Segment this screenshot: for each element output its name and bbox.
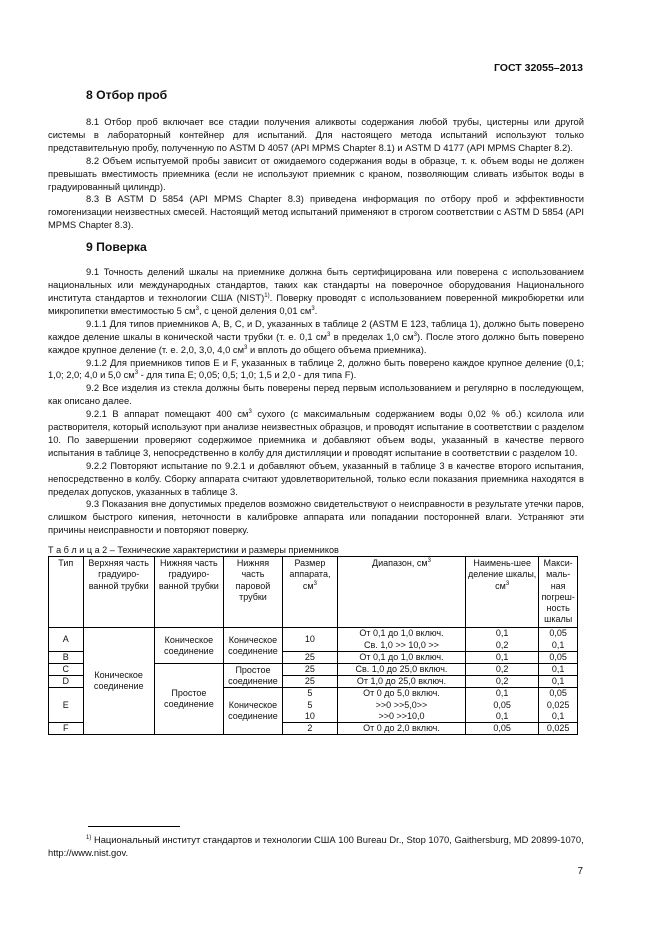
footnote-text: Национальный институт стандартов и технологии США 100 Bureau Dr., Stop 1070, Gaithersburg, MD 20899-1070, http://www.nist.gov. bbox=[48, 834, 584, 858]
cell-vapor-conical: Коническое соединение bbox=[223, 628, 282, 664]
paragraph-9-3: 9.3 Показания вне допустимых пределов возможно свидетельствуют о неисправности в результате утечки паров, слишком быстрого кипения, неточности в калибровке аппарата или попадании посторонней влаги. Устраняют эти причины неисправности и повторяют поверку. bbox=[48, 498, 584, 536]
header-vapor-tube: Нижняя часть паровой трубки bbox=[223, 557, 282, 628]
main-content bbox=[48, 86, 584, 735]
cell-range: От 1,0 до 25,0 включ. bbox=[337, 676, 465, 688]
cell-error: 0,05 bbox=[539, 651, 578, 663]
cell-size: 25 bbox=[282, 664, 337, 676]
footnote bbox=[48, 833, 584, 859]
paragraph-9-1-1: 9.1.1 Для типов приемников A, B, C, и D, указанных в таблице 2 (ASTM E 123, таблица 1), должно быть поверено каждое деление шкалы в конической части трубки (т. е. 0,1 $см^3$ в пределах 1,0 $см^3$). После этого должно быть поверено каждое крупное деление (т. е. 2,0, 3,0, 4,0 $см^3$ и вплоть до общего объема приемника). bbox=[48, 317, 584, 355]
cell-upper-conical: Коническое соединение bbox=[83, 628, 154, 735]
footnote-mark: 1) bbox=[86, 835, 92, 841]
cell-lower-conical: Коническое соединение bbox=[154, 628, 223, 664]
footnote-divider bbox=[88, 826, 180, 827]
footnote-ref: 1) bbox=[264, 292, 270, 299]
page-number: 7 bbox=[577, 866, 583, 877]
cell-size: 5 5 10 bbox=[282, 688, 337, 723]
section-9-heading: 9 Поверка bbox=[86, 240, 147, 255]
header-max-error: Макси-маль-ная погреш-ность шкалы bbox=[539, 557, 578, 628]
cell-division: 0,1 0,05 0,1 bbox=[466, 688, 539, 723]
cell-error: 0,05 0,025 0,1 bbox=[539, 688, 578, 723]
cell-division: 0,2 bbox=[466, 676, 539, 688]
header-type: Тип bbox=[49, 557, 84, 628]
cell-vapor-conical-ef: Коническое соединение bbox=[223, 688, 282, 735]
paragraph-9-1-2: 9.1.2 Для приемников типов E и F, указанных в таблице 2, должно быть поверено каждое крупное деление (0,1; 1,0; 2,0; 4,0 и 5,0 $см^3$ - для типа E; 0,05; 0,5; 1,0; 1,5 и 2,0 - для типа F). bbox=[48, 356, 584, 381]
paragraph-8-2: 8.2 Объем испытуемой пробы зависит от ожидаемого содержания воды в образце, т. к. объем воды не должен превышать вместимость приемника (если не используют приемник с краном, позволяющим сливать избыток воды в градуированный цилиндр). bbox=[48, 154, 584, 192]
cell-type: E bbox=[49, 688, 84, 723]
cell-division: 0,1 bbox=[466, 651, 539, 663]
paragraph-9-2-2: 9.2.2 Повторяют испытание по 9.2.1 и добавляют объем, указанный в таблице 3 в качестве второго испытания, непосредственно в колбу. Сборку аппарата считают удовлетворительной, только если показания приемника находятся в пределах допусков, указанных в таблице 3. bbox=[48, 459, 584, 497]
paragraph-8-3: 8.3 В ASTM D 5854 (API MPMS Chapter 8.3) приведена информация по отбору проб и эффективности гомогенизации неизвестных смесей. Настоящий метод испытаний применяют в строгом соответствии с ASTM D 5854 (API MPMS Chapter 8.3). bbox=[48, 193, 584, 231]
header-upper-tube: Верхняя часть градуиро-ванной трубки bbox=[83, 557, 154, 628]
cell-size: 25 bbox=[282, 651, 337, 663]
cell-type: B bbox=[49, 651, 84, 663]
cell-range: От 0 до 5,0 включ. >>0 >>5,0>> >>0 >>10,0 bbox=[337, 688, 465, 723]
cell-type: F bbox=[49, 723, 84, 735]
header-size: Размер аппарата, $см^3$ bbox=[282, 557, 337, 628]
table-caption: Т а б л и ц а 2 – Технические характеристики и размеры приемников bbox=[48, 545, 339, 556]
header-range: Диапазон, $см^3$ bbox=[337, 557, 465, 628]
cell-range: От 0 до 2,0 включ. bbox=[337, 723, 465, 735]
cell-type: A bbox=[49, 628, 84, 651]
cell-range: От 0,1 до 1,0 включ. bbox=[337, 651, 465, 663]
header-min-division: Наимень-шее деление шкалы, $см^3$ bbox=[466, 557, 539, 628]
cell-size: 10 bbox=[282, 628, 337, 651]
section-8-heading: 8 Отбор проб bbox=[86, 88, 168, 102]
cell-size: 25 bbox=[282, 676, 337, 688]
cell-error: 0,05 0,1 bbox=[539, 628, 578, 651]
paragraph-9-2: 9.2 Все изделия из стекла должны быть поверены перед первым использованием и регулярно в последующем, как описано далее. bbox=[48, 382, 584, 407]
cell-division: 0,05 bbox=[466, 723, 539, 735]
cell-vapor-simple: Простое соединение bbox=[223, 664, 282, 688]
paragraph-9-1: 9.1 Точность делений шкалы на приемнике должна быть сертифицирована или поверена с использованием национальных или международных стандартов, таких как стандарты на поверочное оборудования Национального института стандартов и технологии США (NIST)$^{1)}$. Поверку проводят с использованием поверенной микробюретки или микропипетки вместимостью 5 $см^3$, с ценой деления 0,01 $см^3$. bbox=[48, 266, 584, 316]
cell-division: 0,2 bbox=[466, 664, 539, 676]
cell-error: 0,025 bbox=[539, 723, 578, 735]
document-id: ГОСТ 32055–2013 bbox=[493, 62, 583, 74]
header-lower-tube: Нижняя часть градуиро-ванной трубки bbox=[154, 557, 223, 628]
paragraph-8-1: 8.1 Отбор проб включает все стадии получения аликвоты содержания любой трубы, цистерны или другой системы в лабораторный контейнер для испытаний. Для настоящего метода испытаний используют только представительную пробу, полученную по ASTM D 4057 (API MPMS Chapter 8.1) и ASTM D 4177 (API MPMS Chapter 8.2). bbox=[48, 116, 584, 153]
cell-range: От 0,1 до 1,0 включ. Св. 1,0 >> 10,0 >> bbox=[337, 628, 465, 651]
cell-division: 0,1 0,2 bbox=[466, 628, 539, 651]
cell-type: D bbox=[49, 676, 84, 688]
table-header-row bbox=[49, 557, 578, 628]
cell-lower-simple: Простое соединение bbox=[154, 664, 223, 735]
cell-range: Св. 1,0 до 25,0 включ. bbox=[337, 664, 465, 676]
cell-size: 2 bbox=[282, 723, 337, 735]
cell-error: 0,1 bbox=[539, 664, 578, 676]
cell-type: C bbox=[49, 664, 84, 676]
cell-error: 0,1 bbox=[539, 676, 578, 688]
table-row bbox=[49, 628, 578, 651]
receiver-spec-table bbox=[48, 556, 578, 735]
paragraph-9-2-1: 9.2.1 В аппарат помещают 400 $см^3$ сухого (с максимальным содержанием воды 0,02 % об.) ксилола или растворителя, который используют при анализе неизвестных образцов, и проводят испытание в соответствии с разделом 10. По завершении проверяют содержимое приемника и добавляют объем воды, указанный в качестве первого испытания в таблице 3, непосредственно в колбу для дистилляции и проводят испытание в соответствии с разделом 10. bbox=[48, 408, 584, 458]
